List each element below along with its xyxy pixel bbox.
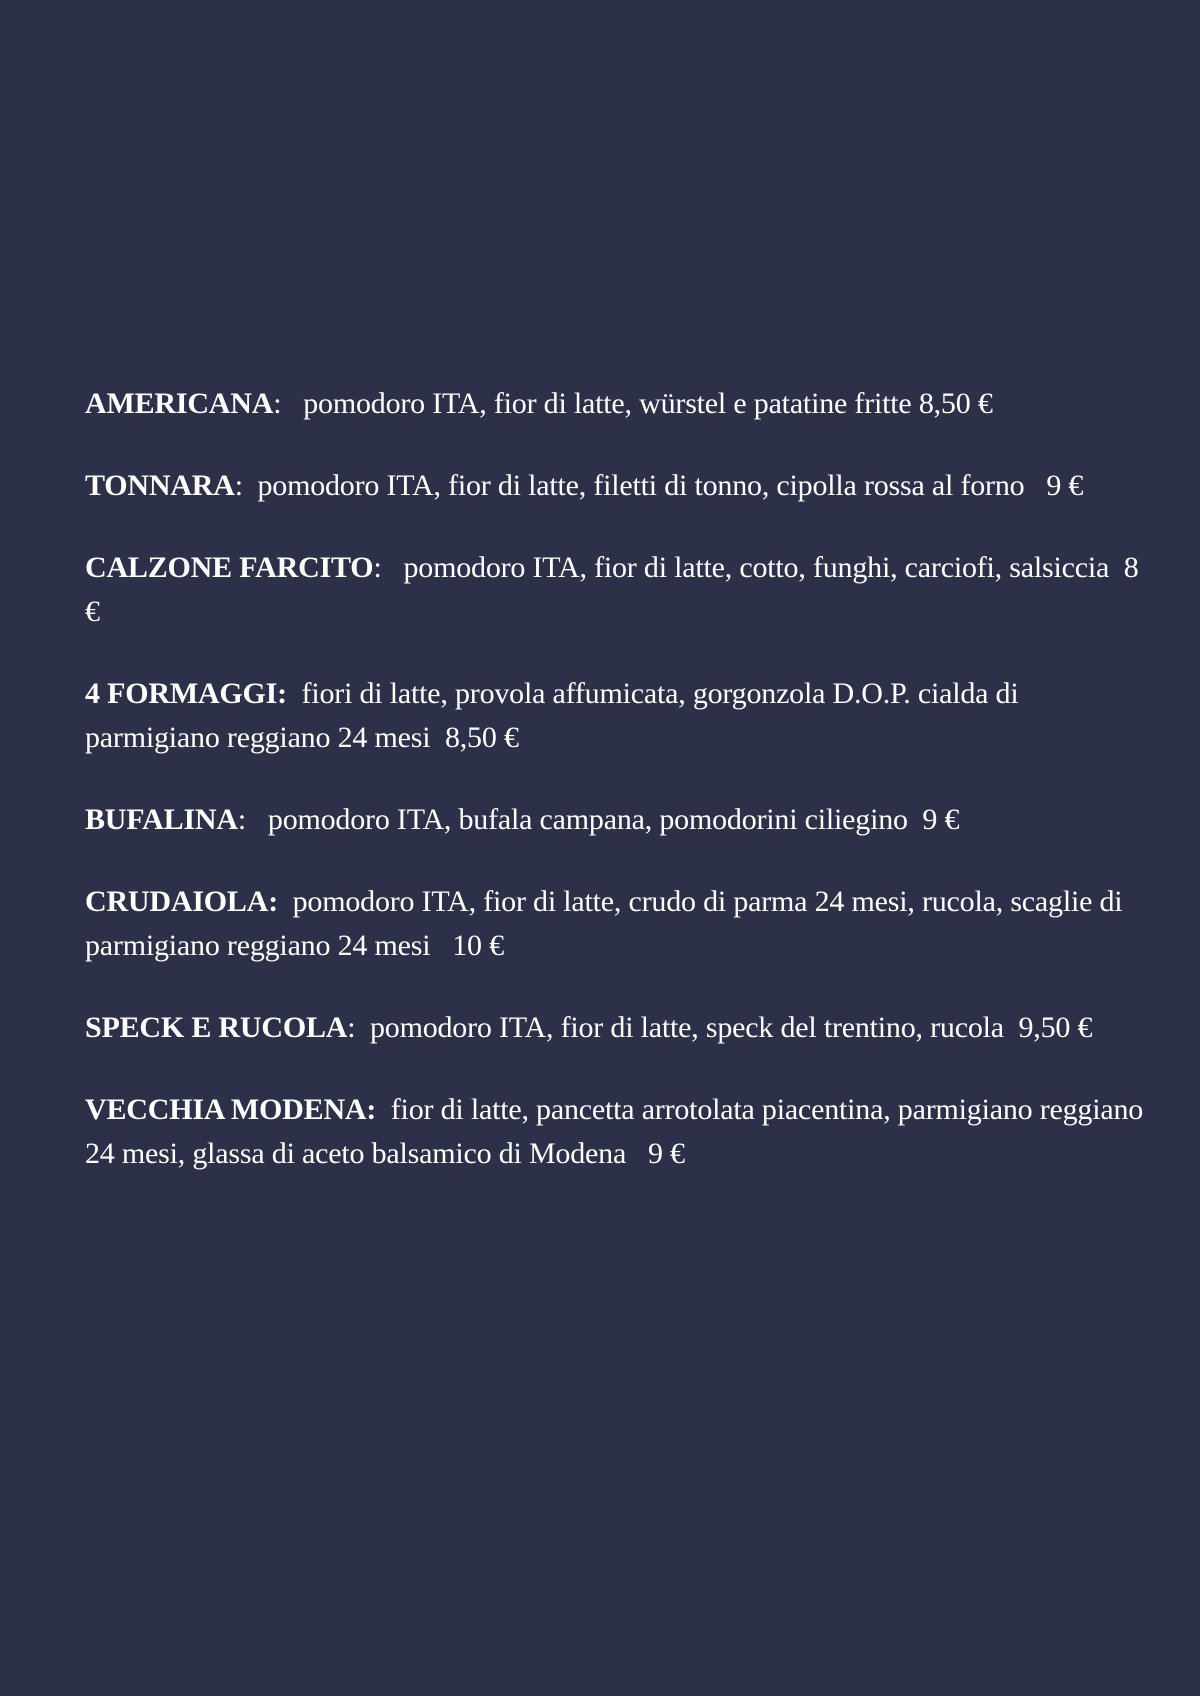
menu-item-separator: : xyxy=(373,551,382,584)
menu-item-calzone-farcito xyxy=(85,546,1145,634)
menu-item-americana xyxy=(85,382,1145,426)
menu-item-description: pomodoro ITA, fior di latte, cotto, funghi, carciofi, salsiccia 8 € xyxy=(85,551,1146,628)
menu-item-description: pomodoro ITA, fior di latte, speck del trentino, rucola 9,50 € xyxy=(355,1011,1093,1044)
menu-item-name: CRUDAIOLA: xyxy=(85,885,279,918)
menu-item-separator: : xyxy=(237,803,246,836)
menu-item-tonnara xyxy=(85,464,1145,508)
menu-item-description: pomodoro ITA, fior di latte, filetti di tonno, cipolla rossa al forno 9 € xyxy=(242,469,1084,502)
menu-item-description: pomodoro ITA, fior di latte, crudo di parma 24 mesi, rucola, scaglie di parmigiano reggiano 24 mesi 10 € xyxy=(85,885,1130,962)
menu-item-name: AMERICANA xyxy=(85,387,274,420)
menu-item-description: fior di latte, pancetta arrotolata piacentina, parmigiano reggiano 24 mesi, glassa di aceto balsamico di Modena 9 € xyxy=(85,1093,1151,1170)
menu-item-speck-e-rucola xyxy=(85,1006,1145,1050)
menu-item-bufalina xyxy=(85,798,1145,842)
menu-item-vecchia-modena xyxy=(85,1088,1151,1176)
menu-item-name: SPECK E RUCOLA xyxy=(85,1011,348,1044)
menu-item-name: CALZONE FARCITO xyxy=(85,551,374,584)
menu-item-separator: : xyxy=(273,387,282,420)
menu-item-name: TONNARA xyxy=(85,469,235,502)
menu-item-name: VECCHIA MODENA: xyxy=(85,1093,377,1126)
menu-item-4-formaggi xyxy=(85,672,1145,760)
menu-item-separator: : xyxy=(234,469,243,502)
menu-item-description: pomodoro ITA, fior di latte, würstel e patatine fritte 8,50 € xyxy=(281,387,993,420)
menu-item-name: BUFALINA xyxy=(85,803,238,836)
menu-item-name: 4 FORMAGGI: xyxy=(85,677,287,710)
pizza-menu-list xyxy=(85,382,1151,1214)
menu-item-description: pomodoro ITA, bufala campana, pomodorini ciliegino 9 € xyxy=(246,803,960,836)
menu-item-separator: : xyxy=(347,1011,356,1044)
menu-item-description: fiori di latte, provola affumicata, gorgonzola D.O.P. cialda di parmigiano reggiano 24 mesi 8,50 € xyxy=(85,677,1026,754)
menu-item-crudaiola xyxy=(85,880,1145,968)
